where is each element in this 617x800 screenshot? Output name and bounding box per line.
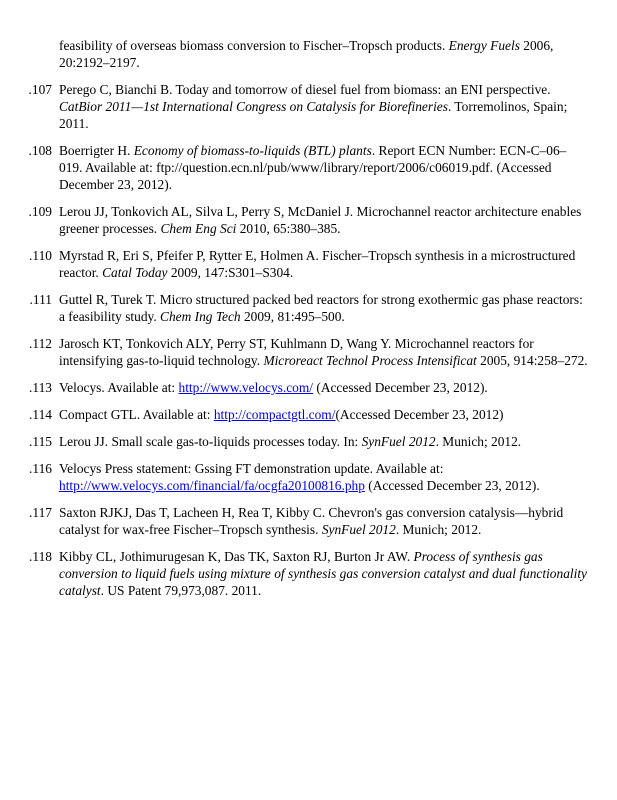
reference-text bbox=[59, 335, 589, 369]
reference-item bbox=[0, 81, 600, 132]
reference-segment: (Accessed December 23, 2012) bbox=[335, 407, 504, 422]
reference-number: 114. bbox=[29, 407, 52, 422]
reference-text bbox=[59, 379, 589, 396]
reference-link[interactable]: http://www.velocys.com/ bbox=[178, 380, 314, 395]
reference-number: 108. bbox=[28, 143, 52, 158]
reference-segment: . Torremolinos, Spain; 2011. bbox=[59, 99, 568, 131]
reference-number: 117. bbox=[29, 505, 52, 520]
reference-italic-title: Chem Ing Tech bbox=[160, 309, 241, 324]
reference-text bbox=[59, 247, 589, 281]
reference-segment: 2009, 147:S301–S304. bbox=[167, 265, 294, 280]
reference-italic-title: SynFuel 2012 bbox=[361, 434, 436, 449]
reference-text bbox=[59, 203, 589, 237]
reference-segment: Jarosch KT, Tonkovich ALY, Perry ST, Kuhlmann D, Wang Y. Microchannel reactors for intensifying gas-to-liquid technology. bbox=[59, 336, 534, 368]
reference-link[interactable]: http://compactgtl.com/ bbox=[213, 407, 336, 422]
reference-segment: . US Patent 79,973,087. 2011. bbox=[100, 583, 262, 598]
reference-item bbox=[0, 433, 600, 450]
reference-item bbox=[0, 203, 600, 237]
reference-number: 116. bbox=[29, 461, 52, 476]
reference-text bbox=[59, 504, 589, 538]
reference-text bbox=[59, 406, 589, 423]
continuation-journal: Energy Fuels bbox=[448, 38, 520, 53]
reference-number: 112. bbox=[29, 336, 52, 351]
reference-item bbox=[0, 548, 600, 599]
reference-segment: Boerrigter H. bbox=[59, 143, 134, 158]
reference-segment: . Munich; 2012. bbox=[435, 434, 522, 449]
reference-italic-title: Process of synthesis gas conversion to liquid fuels using mixture of synthesis gas conversion catalyst and dual functionality catalyst bbox=[59, 549, 588, 598]
reference-continuation bbox=[59, 37, 589, 71]
reference-segment: Kibby CL, Jothimurugesan K, Das TK, Saxton RJ, Burton Jr AW. bbox=[59, 549, 414, 564]
reference-text bbox=[59, 548, 589, 599]
reference-segment: 2009, 81:495–500. bbox=[240, 309, 345, 324]
reference-segment: Velocys. Available at: bbox=[59, 380, 179, 395]
reference-italic-title: Economy of biomass-to-liquids (BTL) plants bbox=[133, 143, 372, 158]
reference-segment: Compact GTL. Available at: bbox=[59, 407, 214, 422]
reference-item bbox=[0, 460, 600, 494]
reference-italic-title: Microreact Technol Process Intensificat bbox=[263, 353, 477, 368]
reference-italic-title: Chem Eng Sci bbox=[160, 221, 237, 236]
reference-segment: Perego C, Bianchi B. Today and tomorrow of diesel fuel from biomass: an ENI perspective. bbox=[59, 82, 551, 97]
reference-list bbox=[0, 81, 600, 609]
reference-number: 109. bbox=[28, 204, 52, 219]
continuation-rest: 2006, 20:2192–2197. bbox=[59, 38, 554, 70]
reference-italic-title: Catal Today bbox=[102, 265, 168, 280]
reference-segment: . Munich; 2012. bbox=[395, 522, 482, 537]
reference-number: 107. bbox=[28, 82, 52, 97]
reference-segment: 2005, 914:258–272. bbox=[476, 353, 588, 368]
reference-text bbox=[59, 81, 589, 132]
reference-segment: (Accessed December 23, 2012). bbox=[313, 380, 488, 395]
continuation-text: feasibility of overseas biomass conversion to Fischer–Tropsch products. bbox=[59, 38, 449, 53]
reference-number: 110. bbox=[29, 248, 52, 263]
reference-segment: Lerou JJ, Tonkovich AL, Silva L, Perry S, McDaniel J. Microchannel reactor architecture enables greener processes. bbox=[59, 204, 582, 236]
reference-italic-title: SynFuel 2012 bbox=[321, 522, 396, 537]
reference-segment: Lerou JJ. Small scale gas-to-liquids processes today. In: bbox=[59, 434, 362, 449]
reference-number: 111. bbox=[29, 292, 52, 307]
reference-item bbox=[0, 247, 600, 281]
reference-text bbox=[59, 291, 589, 325]
reference-text bbox=[59, 460, 589, 494]
reference-segment: Myrstad R, Eri S, Pfeifer P, Rytter E, Holmen A. Fischer–Tropsch synthesis in a microstructured reactor. bbox=[59, 248, 576, 280]
reference-segment: 2010, 65:380–385. bbox=[236, 221, 341, 236]
reference-item bbox=[0, 504, 600, 538]
reference-segment: Guttel R, Turek T. Micro structured packed bed reactors for strong exothermic gas phase reactors: a feasibility study. bbox=[59, 292, 583, 324]
reference-segment: . Report ECN Number: ECN-C–06–019. Available at: ftp://question.ecn.nl/pub/www/library/report/2006/c06019.pdf. (Accessed December 23, 2012). bbox=[59, 143, 567, 192]
reference-segment: (Accessed December 23, 2012). bbox=[364, 478, 540, 493]
reference-text bbox=[59, 142, 589, 193]
reference-item bbox=[0, 142, 600, 193]
reference-italic-title: CatBior 2011—1st International Congress on Catalysis for Biorefineries bbox=[59, 99, 448, 114]
reference-item bbox=[0, 291, 600, 325]
reference-text bbox=[59, 433, 589, 450]
reference-number: 113. bbox=[29, 380, 52, 395]
reference-segment: Saxton RJKJ, Das T, Lacheen H, Rea T, Kibby C. Chevron's gas conversion catalysis—hybrid catalyst for wax-free Fischer–Tropsch synthesis. bbox=[59, 505, 564, 537]
reference-number: 118. bbox=[29, 549, 52, 564]
reference-number: 115. bbox=[29, 434, 52, 449]
reference-segment: Velocys Press statement: Gssing FT demonstration update. Available at: bbox=[59, 461, 444, 476]
reference-link[interactable]: http://www.velocys.com/financial/fa/ocgfa20100816.php bbox=[59, 478, 365, 493]
reference-item bbox=[0, 335, 600, 369]
reference-item bbox=[0, 406, 600, 423]
reference-item bbox=[0, 379, 600, 396]
